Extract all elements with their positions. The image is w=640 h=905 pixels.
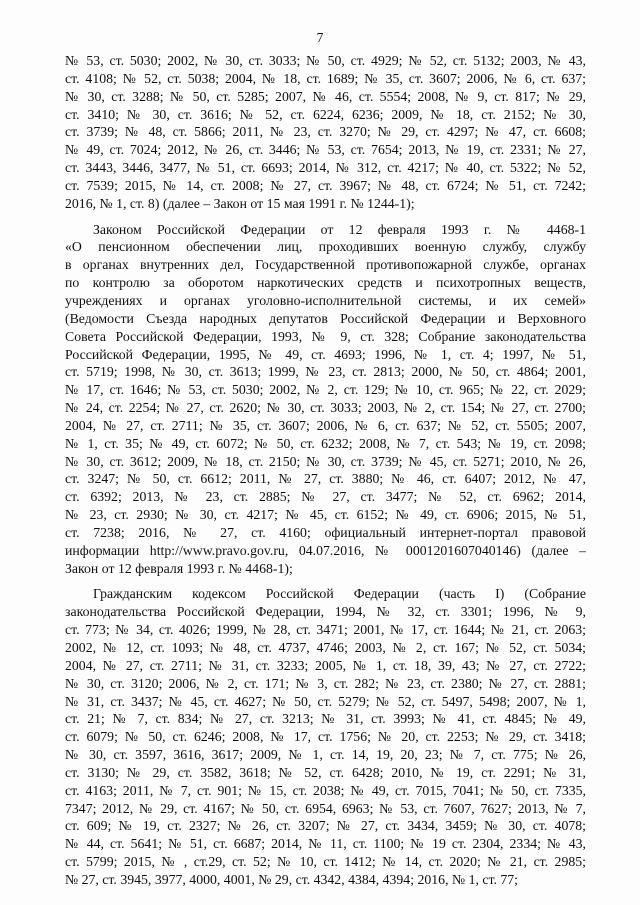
text-line: № 53, ст. 5030; 2002, № 30, ст. 3033; № 50, ст. 4929; № 52, ст. 5132; 2003, № 43, <box>65 53 586 68</box>
text-line: ст. 3247; № 50, ст. 6612; 2011, № 27, ст. 3880; № 46, ст. 6407; 2012, № 47, <box>65 471 586 487</box>
text-line: ст. 609; № 19, ст. 2327; № 26, ст. 3207; № 27, ст. 3434, 3459; № 30, ст. 4078; <box>65 818 586 834</box>
text-line: № 1, ст. 35; № 49, ст. 6072; № 50, ст. 6232; 2008, № 7, ст. 543; № 19, ст. 2098; <box>65 435 586 451</box>
text-line: законодательства Российской Федерации, 1994, № 32, ст. 3301; 1996, № 9, <box>65 604 586 620</box>
paragraph <box>65 221 586 578</box>
text-line: ст. 3443, 3446, 3477, № 51, ст. 6693; 2014, № 312, ст. 4217; № 40, ст. 5322; № 52, <box>65 160 586 176</box>
text-line: ст. 7539; 2015, № 14, ст. 2008; № 27, ст. 3967; № 48, ст. 6724; № 51, ст. 7242; <box>65 177 586 193</box>
text-line: учреждениях и органах уголовно-исполнительной системы, и их семей» <box>65 292 586 308</box>
text-line: ст. 4108; № 52, ст. 5038; 2004, № 18, ст. 1689; № 35, ст. 3607; 2006, № 6, ст. 637; <box>65 70 586 86</box>
page-number: 7 <box>316 30 324 45</box>
text-line: № 23, ст. 2930; № 30, ст. 4217; № 45, ст. 6152; № 49, ст. 6906; 2015, № 51, <box>65 507 586 523</box>
text-line: Законом Российской Федерации от 12 февраля 1993 г. № 4468-1 <box>93 221 586 237</box>
text-line: Закон от 12 февраля 1993 г. № 4468-1); <box>65 560 293 576</box>
paragraph <box>65 585 586 888</box>
text-line: Российской Федерации, 1995, № 49, ст. 4693; 1996, № 1, ст. 4; 1997, № 51, <box>65 346 586 362</box>
text-line: 7347; 2012, № 29, ст. 4167; № 50, ст. 6954, 6963; № 53, ст. 7607, 7627; 2013, № 7, <box>65 800 586 816</box>
text-line: в органах внутренних дел, Государственной противопожарной службе, органах <box>65 257 586 273</box>
text-line: № 49, ст. 7024; 2012, № 26, ст. 3446; № 53, ст. 7654; 2013, № 19, ст. 2331; № 27, <box>65 142 586 158</box>
text-line: 2004, № 27, ст. 2711; № 35, ст. 3607; 2006, № 6, ст. 637; № 52, ст. 5505; 2007, <box>65 417 586 433</box>
text-line: Совета Российской Федерации, 1993, № 9, ст. 328; Собрание законодательства <box>65 328 586 344</box>
text-line: по контролю за оборотом наркотических средств и психотропных веществ, <box>65 275 586 291</box>
text-line: № 27, ст. 3945, 3977, 4000, 4001, № 29, ст. 4342, 4384, 4394; 2016, № 1, ст. 77; <box>65 871 519 887</box>
text-line: ст. 21; № 7, ст. 834; № 27, ст. 3213; № 31, ст. 3993; № 41, ст. 4845; № 49, <box>65 711 586 727</box>
text-line: ст. 5719; 1998, № 30, ст. 3613; 1999, № 23, ст. 2813; 2000, № 50, ст. 4864; 2001, <box>65 364 586 380</box>
text-line: ст. 5799; 2015, № , ст.29, ст. 52; № 10, ст. 1412; № 14, ст. 2020; № 21, ст. 2985; <box>65 854 586 870</box>
text-line: № 30, ст. 3120; 2006, № 2, ст. 171; № 3, ст. 282; № 23, ст. 2380; № 27, ст. 2881; <box>65 675 586 691</box>
text-line: 2016, № 1, ст. 8) (далее – Закон от 15 мая 1991 г. № 1244-1); <box>65 195 415 211</box>
text-line: № 30, ст. 3597, 3616, 3617; 2009, № 1, ст. 14, 19, 20, 23; № 7, ст. 775; № 26, <box>65 747 586 763</box>
text-line: № 44, ст. 5641; № 51, ст. 6687; 2014, № 11, ст. 1100; № 19 ст. 2304, 2334; № 43, <box>65 836 586 852</box>
text-line: 2002, № 12, ст. 1093; № 48, ст. 4737, 4746; 2003, № 2, ст. 167; № 52, ст. 5034; <box>65 640 586 655</box>
text-line: 2004, № 27, ст. 2711; № 31, ст. 3233; 2005, № 1, ст. 18, 39, 43; № 27, ст. 2722; <box>65 657 586 673</box>
text-line: ст. 6079; № 50, ст. 6246; 2008, № 17, ст. 1756; № 20, ст. 2253; № 29, ст. 3418; <box>65 729 586 745</box>
text-line: ст. 6392; 2013, № 23, ст. 2885; № 27, ст. 3477; № 52, ст. 6962; 2014, <box>65 489 586 505</box>
text-line: «О пенсионном обеспечении лиц, проходивших военную службу, службу <box>65 239 586 255</box>
text-line: Гражданским кодексом Российской Федерации (часть I) (Собрание <box>93 586 586 602</box>
paragraph <box>65 52 586 213</box>
text-line: (Ведомости Съезда народных депутатов Российской Федерации и Верховного <box>65 310 586 326</box>
text-line: № 31, ст. 3437; № 45, ст. 4627; № 50, ст. 5279; № 52, ст. 5497, 5498; 2007, № 1, <box>65 693 586 709</box>
text-line: № 24, ст. 2254; № 27, ст. 2620; № 30, ст. 3033; 2003, № 2, ст. 154; № 27, ст. 2700; <box>65 400 586 416</box>
document-body <box>65 52 586 889</box>
text-line: ст. 3130; № 29, ст. 3582, 3618; № 52, ст. 6428; 2010, № 19, ст. 2291; № 31, <box>65 764 586 780</box>
text-line: информации http://www.pravo.gov.ru, 04.07.2016, № 0001201607040146) (далее – <box>65 542 586 558</box>
text-line: ст. 4163; 2011, № 7, ст. 901; № 15, ст. 2038; № 49, ст. 7015, 7041; № 50, ст. 7335, <box>65 782 586 798</box>
text-line: ст. 3410; № 30, ст. 3616; № 52, ст. 6224, 6236; 2009, № 18, ст. 2152; № 30, <box>65 106 586 122</box>
text-line: № 30, ст. 3612; 2009, № 18, ст. 2150; № 30, ст. 3739; № 45, ст. 5271; 2010, № 26, <box>65 453 586 469</box>
text-line: ст. 7238; 2016, № 27, ст. 4160; официальный интернет-портал правовой <box>65 524 586 540</box>
text-line: № 17, ст. 1646; № 53, ст. 5030; 2002, № 2, ст. 129; № 10, ст. 965; № 22, ст. 2029; <box>65 382 586 398</box>
text-line: № 30, ст. 3288; № 50, ст. 5285; 2007, № 46, ст. 5554; 2008, № 9, ст. 817; № 29, <box>65 88 586 104</box>
text-line: ст. 773; № 34, ст. 4026; 1999, № 28, ст. 3471; 2001, № 17, ст. 1644; № 21, ст. 2063; <box>65 622 586 638</box>
text-line: ст. 3739; № 48, ст. 5866; 2011, № 23, ст. 3270; № 29, ст. 4297; № 47, ст. 6608; <box>65 124 586 140</box>
